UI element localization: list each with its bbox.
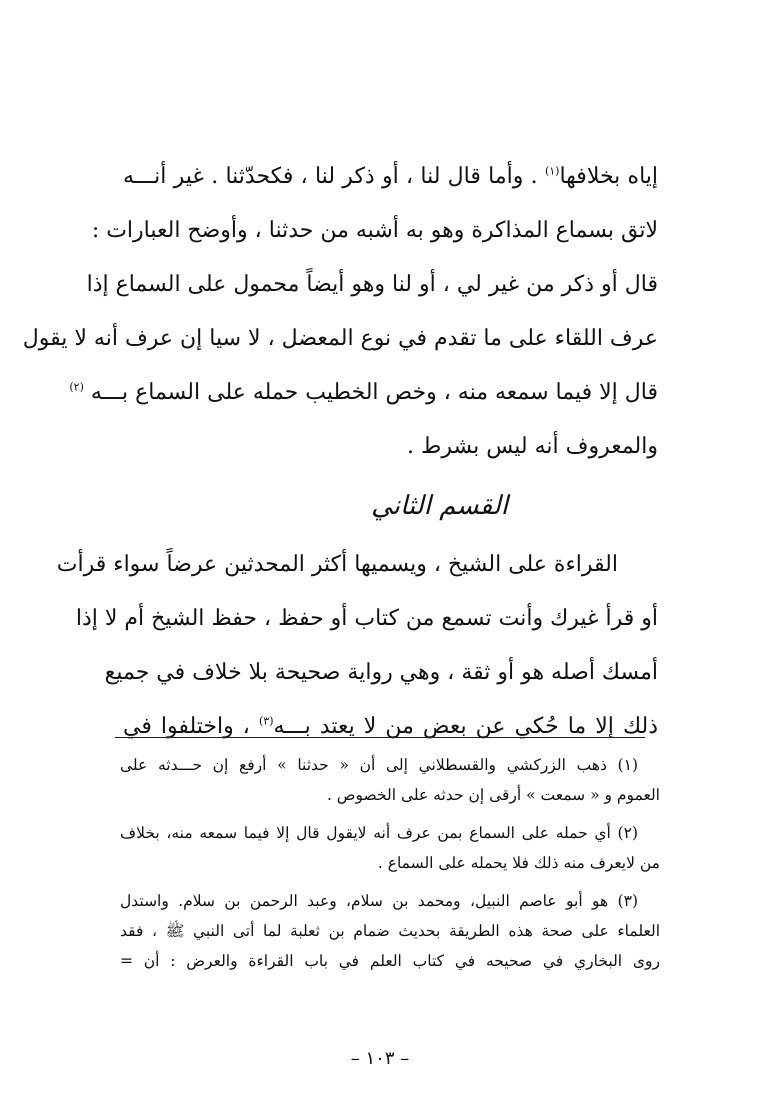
footnote-line: روى البخاري في صحيحه في كتاب العلم في باب القراءة والعرض : أن = <box>120 952 660 970</box>
footnote-ref-3[interactable]: (٣) <box>258 714 274 728</box>
footnote-line: من لايعرف منه ذلك فلا يحمله على السماع . <box>377 854 660 872</box>
footnote-line: (١) ذهب الزركشي والقسطلاني إلى أن « حدثنا » أرفع إن حـــدثه على <box>120 756 638 774</box>
text-line-10: ذلك إلا ما حُكي عن بعض من لا يعتد بـــه$^{(٣)}$ ، واختلفوا في <box>123 714 658 739</box>
text-line-4: عرف اللقاء على ما تقدم في نوع المعضل ، لا سيا إن عرف أنه لا يقول <box>22 326 658 351</box>
text-line-9: أمسك أصله هو أو ثقة ، وهي رواية صحيحة بلا خلاف في جميع <box>104 660 658 685</box>
text-line-8: أو قرأ غيرك وأنت تسمع من كتاب أو حفظ ، حفظ الشيخ أم لا إذا <box>75 606 658 631</box>
paragraph-before-heading <box>22 150 659 474</box>
page-number: – ١٠٣ – <box>350 1048 410 1069</box>
footnote-2 <box>120 818 660 878</box>
footnote-ref-2[interactable]: (٢) <box>69 380 84 394</box>
main-text-body <box>22 150 659 754</box>
paragraph-after-heading <box>56 538 658 754</box>
footnote-1 <box>120 750 660 810</box>
footnote-line: العموم و « سمعت » أرقى إن حدثه على الخصوص . <box>326 786 660 804</box>
section-heading: القسم الثاني <box>371 491 508 521</box>
footnotes <box>120 750 660 976</box>
footnote-ref-1[interactable]: (١) <box>544 164 560 178</box>
text-line-1: إياه بخلافها$^{(١)}$ . وأما قال لنا ، أو ذكر لنا ، فكحدّثنا . غير أنـــه <box>123 164 659 189</box>
footnote-line: (٢) أي حمله على السماع بمن عرف أنه لايقول قال إلا فيما سمعه منه، بخلاف <box>120 824 638 842</box>
text-line-2: لاتق بسماع المذاكرة وهو به أشبه من حدثنا ، وأوضح العبارات : <box>91 218 658 243</box>
footnote-3 <box>120 886 660 976</box>
text-line-7: القراءة على الشيخ ، ويسميها أكثر المحدثين عرضاً سواء قرأت <box>56 552 618 577</box>
footnote-separator <box>115 737 645 738</box>
text-line-5: قال إلا فيما سمعه منه ، وخص الخطيب حمله على السماع بـــه $^{(٢)}$ <box>69 380 658 405</box>
text-line-6: والمعروف أنه ليس بشرط . <box>407 434 658 459</box>
footnote-line: (٣) هو أبو عاصم النبيل، ومحمد بن سلام، وعبد الرحمن بن سلام. واستدل <box>120 892 638 910</box>
footnote-line: العلماء على صحة هذه الطريقة بحديث ضمام بن ثعلبة لما أتى النبي ﷺ ، فقد <box>120 922 660 940</box>
text-line-3: قال أو ذكر من غير لي ، أو لنا وهو أيضاً محمول على السماع إذا <box>86 272 658 297</box>
